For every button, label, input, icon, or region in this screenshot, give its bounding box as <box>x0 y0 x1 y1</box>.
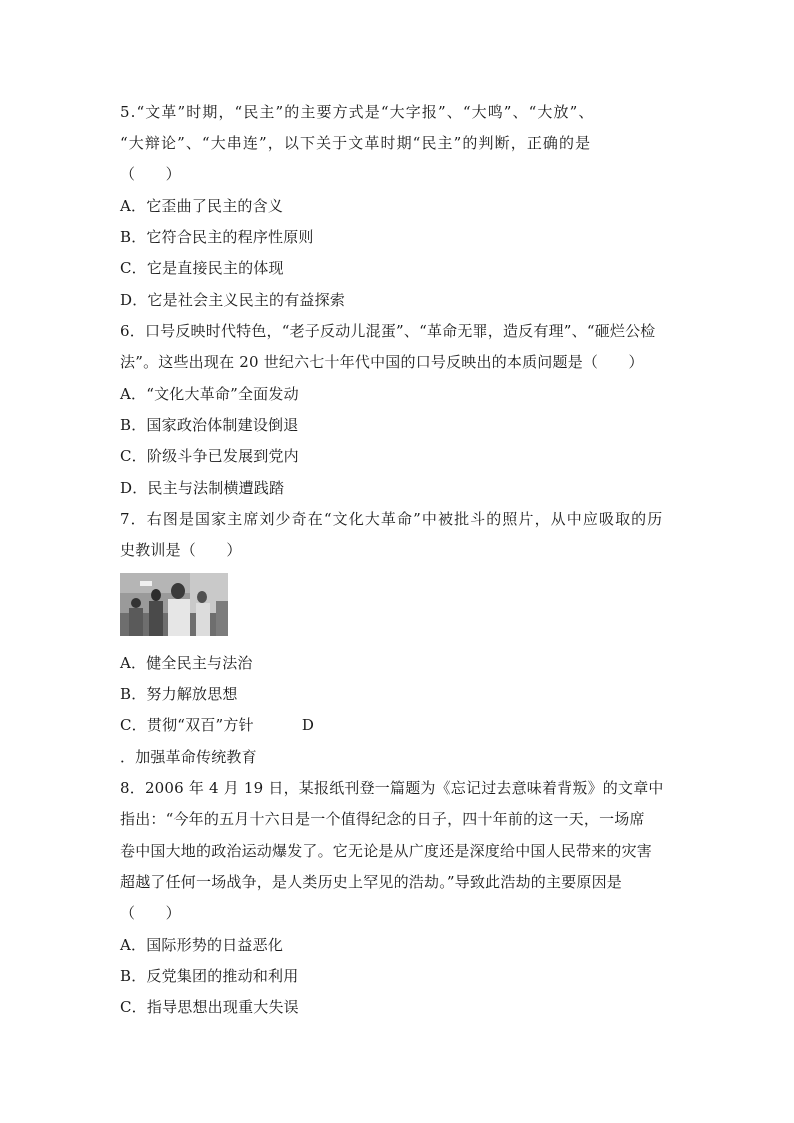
q7-option-d-letter: D <box>301 716 315 734</box>
q5-option-d: D．它是社会主义民主的有益探索 <box>120 291 346 309</box>
q7-option-c: C．贯彻“双百”方针 <box>120 716 254 734</box>
q7-option-b: B．努力解放思想 <box>120 685 238 703</box>
q6-option-d: D．民主与法制横遭践踏 <box>120 479 285 497</box>
q5-stem-line1: 5.“文革”时期，“民主”的主要方式是“大字报”、“大鸣”、“大放”、 <box>120 103 595 121</box>
q6-option-a: A．“文化大革命”全面发动 <box>120 385 299 403</box>
q5-option-c: C．它是直接民主的体现 <box>120 259 284 277</box>
q7-option-a: A．健全民主与法治 <box>120 654 253 672</box>
q7-stem-line1: 7．右图是国家主席刘少奇在“文化大革命”中被批斗的照片，从中应吸取的历 <box>120 510 664 528</box>
q8-stem-line3: 卷中国大地的政治运动爆发了。它无论是从广度还是深度给中国人民带来的灾害 <box>120 842 653 860</box>
q5-stem-line2: “大辩论”、“大串连”，以下关于文革时期“民主”的判断，正确的是 <box>120 134 592 152</box>
q8-option-a: A．国际形势的日益恶化 <box>120 936 284 954</box>
q5-answer-blank: （ ） <box>120 165 181 183</box>
photo-image-icon <box>120 573 228 636</box>
q5-option-a: A．它歪曲了民主的含义 <box>120 197 284 215</box>
q8-option-c: C．指导思想出现重大失误 <box>120 998 299 1016</box>
q6-stem-line1: 6．口号反映时代特色，“老子反动儿混蛋”、“革命无罪，造反有理”、“砸烂公检 <box>120 322 656 340</box>
q8-option-b: B．反党集团的推动和利用 <box>120 967 299 985</box>
q8-answer-blank: （ ） <box>120 904 181 922</box>
q7-stem-line2: 史教训是（ ） <box>120 541 242 559</box>
q8-stem-line2: 指出：“今年的五月十六日是一个值得纪念的日子，四十年前的这一天，一场席 <box>120 810 645 828</box>
q5-option-b: B．它符合民主的程序性原则 <box>120 228 314 246</box>
q8-stem-line4: 超越了任何一场战争，是人类历史上罕见的浩劫。”导致此浩劫的主要原因是 <box>120 873 622 891</box>
q8-stem-line1: 8．2006 年 4 月 19 日，某报纸刊登一篇题为《忘记过去意味着背叛》的文章中 <box>120 779 664 797</box>
q7-option-c-row <box>120 715 680 735</box>
q7-option-d-text: ．加强革命传统教育 <box>120 748 257 766</box>
q6-stem-line2: 法”。这些出现在 20 世纪六七十年代中国的口号反映出的本质问题是（ ） <box>120 353 644 371</box>
q6-option-c: C．阶级斗争已发展到党内 <box>120 447 299 465</box>
liu-shaoqi-photo <box>120 573 228 636</box>
q6-option-b: B．国家政治体制建设倒退 <box>120 416 299 434</box>
